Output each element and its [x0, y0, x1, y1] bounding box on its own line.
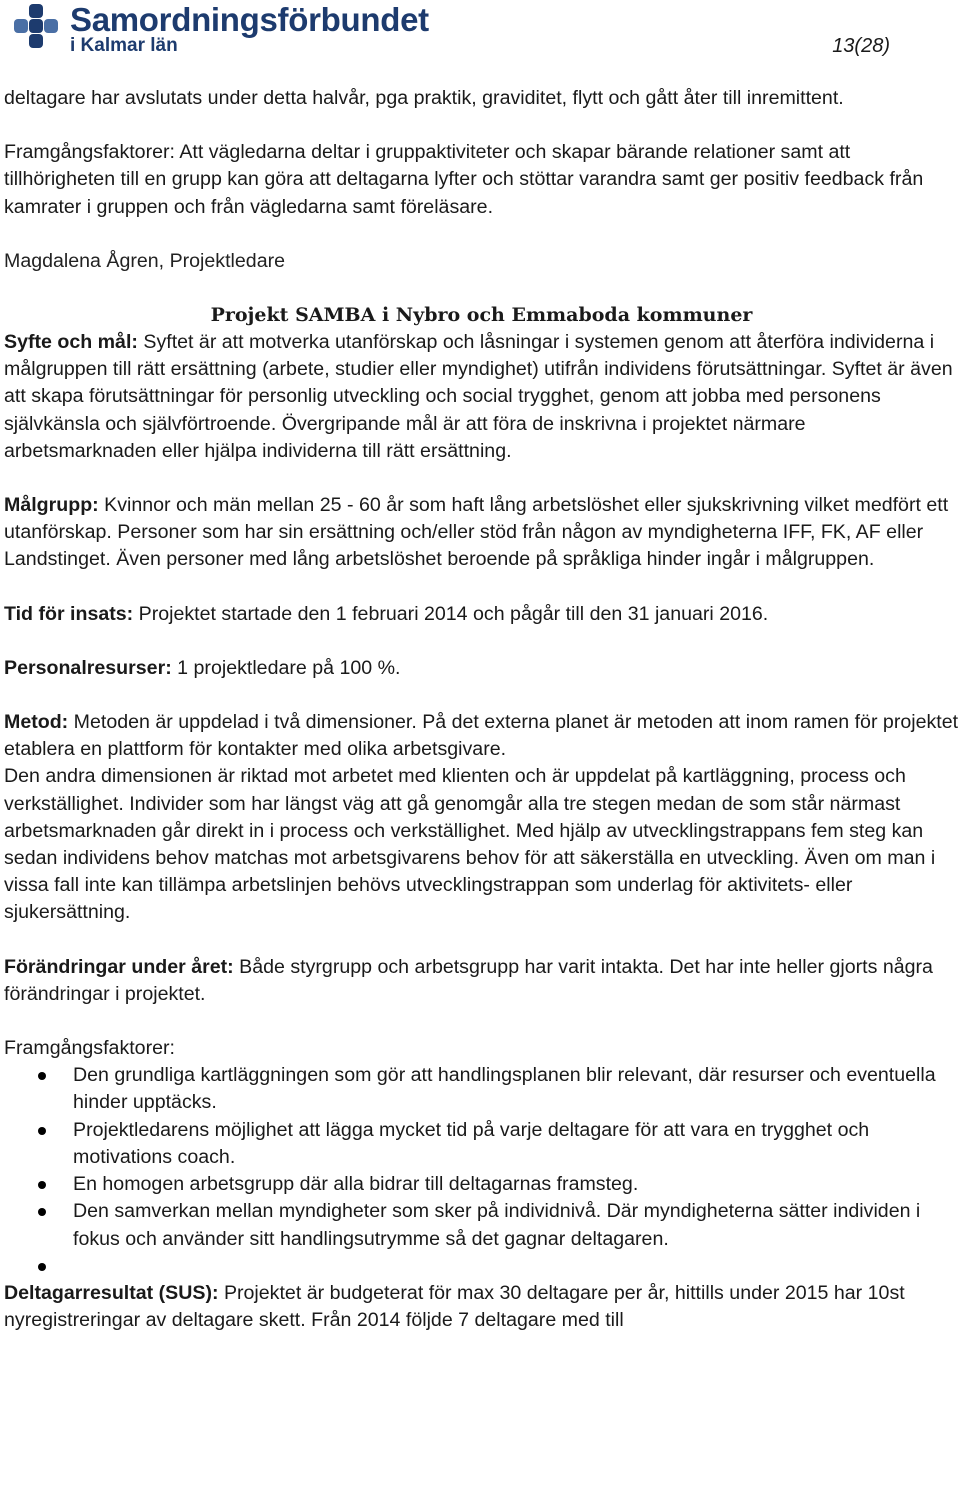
changes-label: Förändringar under året:: [4, 955, 234, 978]
purpose-paragraph: [4, 329, 959, 465]
intro-continuation: deltagare har avslutats under detta halvår, pga praktik, graviditet, flytt och gått åter till inremittent.: [4, 87, 844, 109]
list-item: Projektledarens möjlighet att lägga mycket tid på varje deltagare för att vara en trygghet och motivations coach.: [4, 1117, 959, 1171]
bullet-icon: [38, 1181, 46, 1189]
success-heading: Framgångsfaktorer:: [4, 1037, 175, 1060]
list-item: [4, 1253, 959, 1280]
target-paragraph: [4, 492, 959, 574]
results-label: Deltagarresultat (SUS):: [4, 1281, 219, 1304]
staff-label: Personalresurser:: [4, 656, 172, 679]
changes-text: Både styrgrupp och arbetsgrupp har varit intakta. Det har inte heller gjorts några förändringar i projektet.: [4, 955, 933, 1005]
intro-success-text: Att vägledarna deltar i gruppaktiviteter och skapar bärande relationer samt att tillhörigheten till en grupp kan göra att deltagarna lyfter och stöttar varandra samt ger positiv feedback från kamrater i gruppen och från vägledarna samt föreläsare.: [4, 141, 924, 218]
bullet-icon: [38, 1263, 46, 1271]
method-label: Metod:: [4, 711, 69, 734]
target-label: Målgrupp:: [4, 494, 99, 517]
list-item: En homogen arbetsgrupp där alla bidrar till deltagarnas framsteg.: [4, 1171, 959, 1198]
project-title: Projekt SAMBA i Nybro och Emmaboda kommuner: [210, 304, 753, 327]
intro-success-label: Framgångsfaktorer:: [4, 141, 175, 164]
method-text: Metoden är uppdelad i två dimensioner. På det externa planet är metoden att inom ramen för projektet etablera en plattform för kontakter med olika arbetsgivare.: [4, 711, 959, 761]
method-paragraph: [4, 709, 959, 763]
cross-logo-icon: [14, 4, 58, 48]
bullet-icon: [38, 1127, 46, 1135]
staff-text: 1 projektledare på 100 %.: [171, 656, 401, 679]
list-item: Den grundliga kartläggningen som gör att handlingsplanen blir relevant, där resurser och eventuella hinder upptäcks.: [4, 1062, 959, 1116]
results-text: Projektet är budgeterat för max 30 deltagare per år, hittills under 2015 har 10st nyregistreringar av deltagare skett. Från 2014 följde 7 deltagare med till: [4, 1281, 905, 1332]
results-paragraph: [4, 1280, 959, 1334]
purpose-label: Syfte och mål:: [4, 331, 138, 354]
intro-success-paragraph: [4, 139, 959, 221]
bullet-icon: [38, 1072, 46, 1080]
page-number: 13(28): [832, 35, 890, 57]
staff-paragraph: [4, 655, 959, 682]
signature: Magdalena Ågren, Projektledare: [4, 249, 286, 272]
page-header: [14, 2, 954, 58]
list-item: Den samverkan mellan myndigheter som sker på individnivå. Där myndigheterna sätter individen i fokus och använder sitt handlingsutrymme så det gagnar deltagaren.: [4, 1198, 959, 1252]
time-text: Projektet startade den 1 februari 2014 och pågår till den 31 januari 2016.: [133, 602, 769, 625]
target-text: Kvinnor och män mellan 25 - 60 år som haft lång arbetslöshet eller sjukskrivning vilket medfört ett utanförskap. Personer som har sin ersättning och/eller stöd från någon av myndigheterna IFF, FK, AF eller Landstinget. Även personer med lång arbetslöshet beroende på språkliga hinder ingår i målgruppen.: [4, 494, 949, 571]
time-label: Tid för insats:: [4, 602, 134, 625]
time-paragraph: [4, 601, 959, 628]
document-body: [4, 85, 959, 1334]
bullet-icon: [38, 1208, 46, 1216]
brand-subtitle: i Kalmar län: [70, 35, 178, 56]
method-paragraph-2: Den andra dimensionen är riktad mot arbetet med klienten och är uppdelat på kartläggning, process och verkställighet. Individer som har längst väg att gå genomgår alla tre stegen medan de som står närmast arbetsmarknaden går direkt in i process och verkställighet. Med hjälp av utvecklingstrappans fem steg kan sedan individens behov matchas mot arbetsgivarens behov för att säkerställa en utveckling. Även om man i vissa fall inte kan tillämpa arbetslinjen behövs utvecklingstrappan som underlag för aktivitets- eller sjukersättning.: [4, 765, 936, 924]
brand-name: Samordningsförbundet: [70, 1, 429, 38]
success-list: [4, 1062, 959, 1280]
changes-paragraph: [4, 954, 959, 1008]
purpose-text: Syftet är att motverka utanförskap och låsningar i systemen genom att återföra individerna i målgruppen till rätt ersättning (arbete, studier eller myndighet) utifrån individens förutsättningar. Syftet är även att skapa förutsättningar för personlig utveckling och social trygghet, genom att jobba med personens självkänsla och självförtroende. Övergripande mål är att föra de inskrivna i projektet närmare arbetsmarknaden eller hjälpa individerna till rätt ersättning.: [4, 331, 953, 462]
